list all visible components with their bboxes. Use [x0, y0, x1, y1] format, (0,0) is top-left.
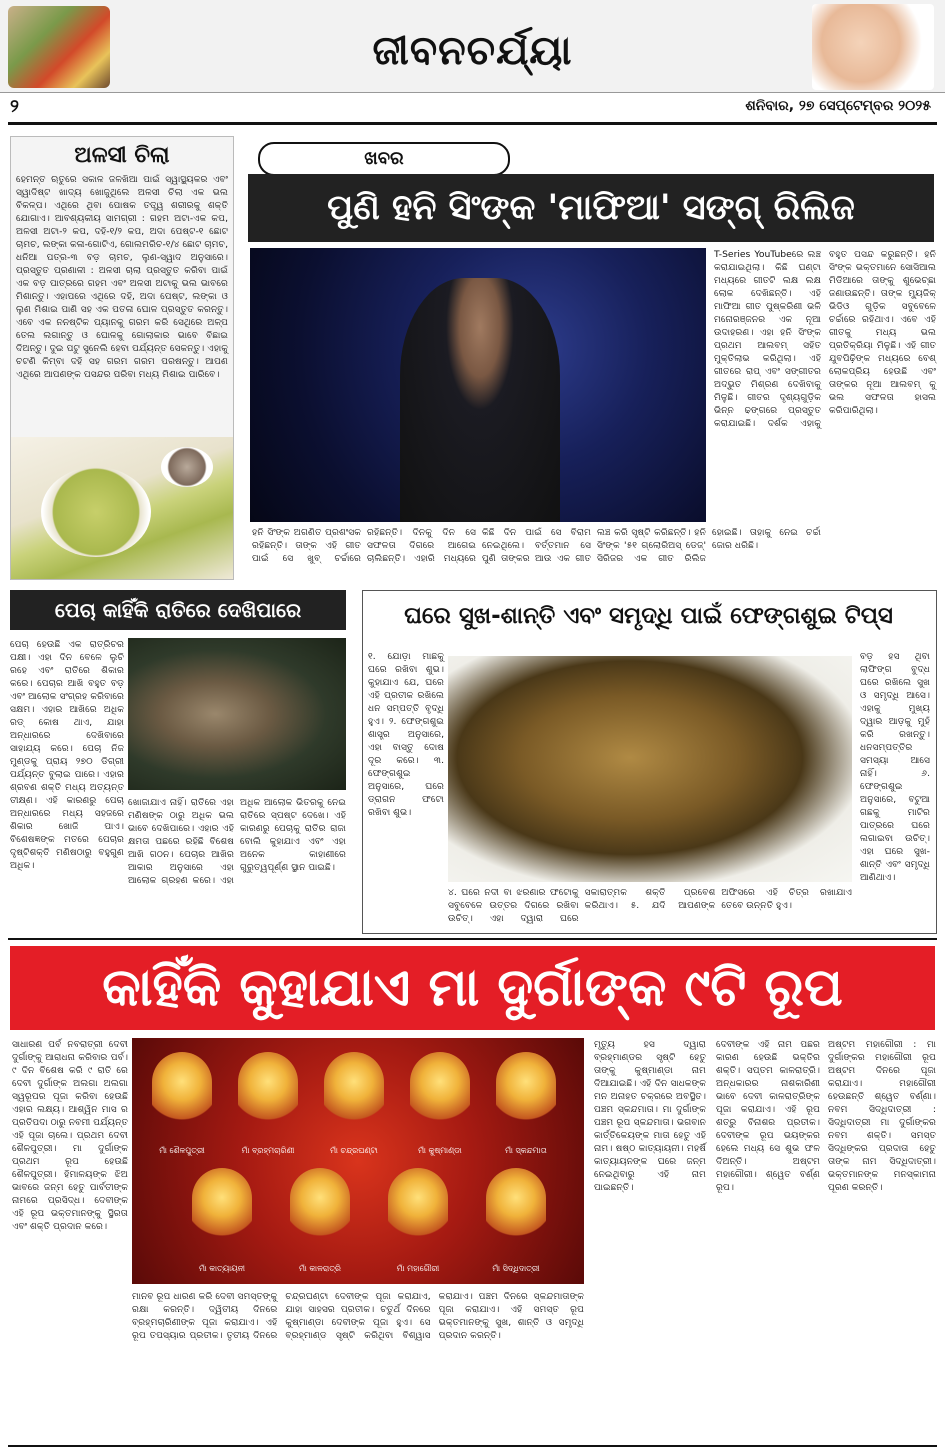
nine-forms-photo — [132, 1038, 584, 1284]
singer-figure — [400, 278, 560, 522]
goddess-figure — [496, 1052, 556, 1136]
goddess-name: ମାଁ ସିଦ୍ଧିଦାତ୍ରୀ — [492, 1264, 540, 1273]
khabar-article-text: T-Series YouTubeରେ ଲଞ୍ଚ କରାଯାଇଥିଲା। କିଛି ଘଣ୍ଟା ମଧ୍ୟରେ ଗୀତଟି ଲକ୍ଷ ଲକ୍ଷ ଲୋକ ଦେଖିଛନ୍ତି। ଏହି ମାଫିଆ ଗୀତ ପୁଷ୍କରିଣୀ ଭଳି ମନୋରଞ୍ଜନର ଏକ ନୂଆ ଉଦାହରଣ। ଏହା ହନି ସିଂଙ୍କ ପ୍ରଥମ ଆଲବମ୍ ସହିତ ମୁକ୍ତିଲାଭ କରିଥିଲା। ଏହି ଗୀତରେ ରାପ୍ ଏବଂ ସଙ୍ଗୀତର ଅଦ୍ଭୁତ ମିଶ୍ରଣ ଦେଖିବାକୁ ମିଳୁଛି। ଗୀତର ଦୃଶ୍ୟଗୁଡ଼ିକ ଭିନ୍ନ ଢଙ୍ଗରେ ପ୍ରସ୍ତୁତ କରାଯାଇଛି। ଦର୍ଶକ ଏହାକୁ ବହୁତ ପସନ୍ଦ କରୁଛନ୍ତି। ହନି ସିଂଙ୍କ ଭକ୍ତମାନେ ସୋସିଆଲ ମିଡିଆରେ ତାଙ୍କୁ ଶୁଭେଚ୍ଛା ଜଣାଉଛନ୍ତି। ତାଙ୍କ ମ୍ୟୁଜିକ୍ ଭିଡିଓ ଗୁଡ଼ିକ ସବୁବେଳେ ଚର୍ଚ୍ଚାରେ ରହିଥାଏ। ଏବେ ଏହି ଗୀତକୁ ମଧ୍ୟ ଭଲ ପ୍ରତିକ୍ରିୟା ମିଳୁଛି। ଏହି ଗୀତ ଯୁବପିଢ଼ିଙ୍କ ମଧ୍ୟରେ ବେଶ୍ ଲୋକପ୍ରିୟ ହେଉଛି ଏବଂ ତାଙ୍କର ନୂଆ ଆଲବମ୍ କୁ ଭଲ ସଫଳତା ହାସଲ କରିପାରିଥିଲା। — [714, 249, 936, 429]
durga-article-bottom: ମାନବ ରୂପ ଧାରଣ କରି ଦେବୀ ସମସ୍ତଙ୍କୁ ରକ୍ଷା କରନ୍ତି। ଦ୍ୱିତୀୟ ଦିନରେ ବ୍ରହ୍ମଚାରିଣୀଙ୍କ ପୂଜା କରାଯାଏ। ଏହି ରୂପ ତପସ୍ୟାର ପ୍ରତୀକ। ତୃତୀୟ ଦିନରେ ଚନ୍ଦ୍ରଘଣ୍ଟା ଦେବୀଙ୍କ ପୂଜା କରାଯାଏ, ଯାହା ସାହସର ପ୍ରତୀକ। ଚତୁର୍ଥ ଦିନରେ କୁଷ୍ମାଣ୍ଡା ଦେବୀଙ୍କ ପୂଜା ହୁଏ। ସେ ବ୍ରହ୍ମାଣ୍ଡ ସୃଷ୍ଟି କରିଥିବା ବିଶ୍ୱାସ କରାଯାଏ। ପଞ୍ଚମ ଦିନରେ ସ୍କନ୍ଦମାତାଙ୍କ ପୂଜା କରାଯାଏ। ଏହି ସମସ୍ତ ରୂପ ଭକ୍ତମାନଙ୍କୁ ସୁଖ, ଶାନ୍ତି ଓ ସମୃଦ୍ଧି ପ୍ରଦାନ କରନ୍ତି। — [132, 1291, 584, 1341]
goddess-figure — [290, 1168, 350, 1252]
singer-photo — [250, 248, 706, 522]
goddess-name: ମାଁ ଚନ୍ଦ୍ରଘଣ୍ଟା — [330, 1146, 378, 1155]
goddess-name: ମାଁ କୁଷ୍ମାଣ୍ଡା — [418, 1146, 462, 1155]
goddess-name: ମାଁ ସ୍କନ୍ଦମାତା — [505, 1146, 547, 1155]
owl-headline-bar — [10, 590, 346, 630]
chutney-cup — [161, 447, 213, 487]
fengshui-tips-bottom: ୪. ଘରେ ନଦୀ ବା ଝରଣାର ଫଟୋକୁ ସବୁବେଳେ ଉତ୍ତର ଦିଗରେ ରଖିବା ଉଚିତ୍। ଏହା ଦ୍ୱାରା ଘରେ ସକାରାତ୍ମକ ଶକ୍ତି ପ୍ରବେଶ କରିଥାଏ। ୫. ଯଦି ଆପଣଙ୍କ ଅଫିସରେ ଏହି ଚିତ୍ର ରଖାଯାଏ ତେବେ ଉନ୍ନତି ହୁଏ। — [448, 887, 852, 924]
durga-article-col3: ମୃତ୍ୟୁ ହସ ଦ୍ୱାରା ବ୍ରହ୍ମାଣ୍ଡର ସୃଷ୍ଟି ହେତୁ ତାଙ୍କୁ କୁଷ୍ମାଣ୍ଡା ନାମ ଦିଆଯାଇଛି। ଏହି ଦିନ ସାଧକଙ୍କ ମନ ଅନାହତ ଚକ୍ରରେ ଅବସ୍ଥିତ। ପଞ୍ଚମ ସ୍କନ୍ଦମାତା। ମା ଦୁର୍ଗାଙ୍କ ପଞ୍ଚମ ରୂପ ସ୍କନ୍ଦମାତା। ଭଗବାନ କାର୍ତ୍ତିକେୟଙ୍କ ମାତା ହେତୁ ଏହି ନାମ। ଷଷ୍ଠ କାତ୍ୟାୟନୀ। ମହର୍ଷି କାତ୍ୟାୟନଙ୍କ ଘରେ ଜନ୍ମ ନେଇଥିବାରୁ ଏହି ନାମ ପାଇଛନ୍ତି। — [594, 1039, 706, 1193]
fengshui-headline: ଘରେ ସୁଖ-ଶାନ୍ତି ଏବଂ ସମୃଦ୍ଧି ପାଇଁ ଫେଙ୍ଗଶୁଇ ଟିପ୍ସ — [404, 603, 893, 629]
recipe-box — [10, 136, 234, 580]
middle-rule — [8, 938, 937, 940]
durga-headline-bar — [10, 946, 935, 1030]
khabar-caption-text: ହନି ସିଂଙ୍କ ଅଗଣିତ ପ୍ରଶଂସକ ରହିଛନ୍ତି। ତାଙ୍କ ଏହି ଗୀତ ପାଇଁ ସେ ଖୁବ୍ ଚର୍ଚ୍ଚାରେ ରହିଛନ୍ତି। ଦିନକୁ ଦିନ ସେ ସଫଳତା ଦିଗରେ ଆଗେଇ ଚାଲିଛନ୍ତି। ଏହାରି ମଧ୍ୟରେ କିଛି ଦିନ ପାଇଁ ସେ ବିରାମ ନେଇଥିଲେ। ବର୍ତ୍ତମାନ ସେ ପୁଣି ତାଙ୍କର ଆଉ ଏକ ଗୀତ ଲଞ୍ଚ କରି ସୃଷ୍ଟି କରିଛନ୍ତି। ହନି ସିଂଙ୍କ '୫୧ ଗ୍ଲୋରିଅସ୍ ଡେଜ୍' ସିରିଜର ଏକ ଗୀତ ରିଲିଜ ହୋଇଛି। ତାହାକୁ ନେଇ ଚର୍ଚ୍ଚା ଜୋର ଧରିଛି। — [252, 527, 821, 564]
recipe-text: ହେମନ୍ତ ଋତୁରେ ସକାଳ ଜଳଖିଆ ପାଇଁ ସ୍ୱାସ୍ଥ୍ୟକର ଏବଂ ସ୍ୱାଦିଷ୍ଟ ଖାଦ୍ୟ ଖୋଜୁଥିଲେ ଅଳସୀ ଚିଲା ଏକ ଭଲ ବିକଳ୍ପ। ଏଥିରେ ଥିବା ପୋଷକ ତତ୍ତ୍ୱ ଶରୀରକୁ ଶକ୍ତି ଯୋଗାଏ। ଆବଶ୍ୟକୀୟ ସାମଗ୍ରୀ : ଗହମ ଅଟା-ଏକ କପ, ଅଳସୀ ଅଟା-୨ କପ, ଦହି-୧/୨ କପ, ଅଦା ପେଷ୍ଟ-୧ ଛୋଟ ଚାମଚ, ଲଙ୍କା କଳା-ଗୋଟିଏ, ଗୋଲମରିଚ-୧/୪ ଛୋଟ ଚାମଚ, ଧନିଆ ପତ୍ର-୩ ବଡ଼ ଚାମଚ, ଲୁଣ-ସ୍ୱାଦ ଅନୁସାରେ। ପ୍ରସ୍ତୁତ ପ୍ରଣାଳୀ : ଅଳସୀ ଚାଲା ପ୍ରସ୍ତୁତ କରିବା ପାଇଁ ଏକ ବଡ଼ ପାତ୍ରରେ ଗହମ ଏବଂ ଅଳସୀ ଅଟାକୁ ଭଲ ଭାବରେ ମିଶାନ୍ତୁ। ଏହାପରେ ଏଥିରେ ଦହି, ଅଦା ପେଷ୍ଟ, ଲଙ୍କା ଓ ଲୁଣ ମିଶାଇ ପାଣି ସହ ଏକ ପତଳା ଘୋଳ ପ୍ରସ୍ତୁତ କରନ୍ତୁ। ଏବେ ଏକ ନନଷ୍ଟିକ ପ୍ୟାନକୁ ଗରମ କରି ସେଥିରେ ଅଳ୍ପ ତେଲ ଲଗାନ୍ତୁ ଓ ଘୋଳକୁ ଗୋଲାକାର ଭାବେ ବିଛାଇ ଦିଅନ୍ତୁ। ଦୁଇ ପଟୁ ସୁନେଲି ହେବା ପର୍ଯ୍ୟନ୍ତ ସେକନ୍ତୁ। ଏହାକୁ ଚଟଣି କିମ୍ବା ଦହି ସହ ଗରମ ଗରମ ପରଷନ୍ତୁ। ଆପଣ ଏଥିରେ ଆପଣଙ୍କ ପସନ୍ଦର ପରିବା ମଧ୍ୟ ମିଶାଇ ପାରିବେ। — [16, 174, 228, 380]
section-title: ଜୀବନଚର୍ଯ୍ୟା — [372, 28, 573, 74]
durga-article-col5: ଅଷ୍ଟମ ମହାଗୌରୀ : ମା ଦୁର୍ଗାଙ୍କର ମହାଗୌରୀ ରୂପ ଅଷ୍ଟମ ଦିନରେ ପୂଜା କରାଯାଏ। ମହାଗୌରୀ ହେଉଛନ୍ତି ଶ୍ୱେତ ବର୍ଣ୍ଣା। ନବମ ସିଦ୍ଧିଦାତ୍ରୀ : ସିଦ୍ଧିଦାତ୍ରୀ ମା ଦୁର୍ଗାଙ୍କର ନବମ ଶକ୍ତି। ସମସ୍ତ ସିଦ୍ଧିଙ୍କର ପ୍ରଦାତା ହେତୁ ତାଙ୍କ ନାମ ସିଦ୍ଧିଦାତ୍ରୀ। ଭକ୍ତମାନଙ୍କ ମନସ୍କାମନା ପୂରଣ କରନ୍ତି। — [828, 1039, 936, 1193]
khabar-headline: ପୁଣି ହନି ସିଂଙ୍କ 'ମାଫିଆ' ସଙ୍ଗ୍ ରିଲିଜ — [327, 188, 855, 228]
goddess-figure — [410, 1052, 470, 1136]
durga-headline: କାହିଁକି କୁହାଯାଏ ମା ଦୁର୍ଗାଙ୍କ ୯ଟି ରୂପ — [102, 958, 843, 1018]
khabar-headline-bar — [248, 174, 934, 242]
goddess-name: ମାଁ ବ୍ରହ୍ମଚାରିଣୀ — [241, 1146, 295, 1155]
goddess-figure — [192, 1168, 252, 1252]
goddess-name: ମାଁ କାତ୍ୟାୟନୀ — [198, 1264, 246, 1273]
goddess-figure — [324, 1052, 384, 1136]
page-date: ଶନିବାର, ୨୭ ସେପ୍ଟେମ୍ବର ୨୦୨୫ — [745, 98, 931, 114]
fengshui-tips-right: ବଡ଼ ହସ ଥିବା ଲାଫିଙ୍ଗ ବୁଦ୍ଧ ଘରେ ରଖିଲେ ସୁଖ ଓ ସମୃଦ୍ଧି ଆସେ। ଏହାକୁ ମୁଖ୍ୟ ଦ୍ୱାର ଆଡ଼କୁ ମୁହଁ କରି ରଖନ୍ତୁ। ଧନସମ୍ପତ୍ତିର ସମସ୍ୟା ଆସେ ନାହିଁ। ୬. ଫେଙ୍ଗଶୁଇ ଅନୁସାରେ, ବଟୁଆ ଗଛକୁ ମାଟିର ପାତ୍ରରେ ଘରେ ଲଗାଇବା ଉଚିତ୍। ଏହା ଘରେ ସୁଖ-ଶାନ୍ତି ଏବଂ ସମୃଦ୍ଧି ଆଣିଥାଏ। — [860, 651, 930, 883]
durga-article-col4: ଦେବୀଙ୍କ ଏହି ନାମ ପଛର କାରଣ ହେଉଛି ଭକ୍ତିର ଶକ୍ତି। ସପ୍ତମ କାଳରାତ୍ରି। ଅନ୍ଧକାରର ନାଶକାରିଣୀ ଭାବେ ଦେବୀ କାଳରାତ୍ରିଙ୍କ ପୂଜା କରାଯାଏ। ଏହି ରୂପ ଶତ୍ରୁ ବିନାଶର ପ୍ରତୀକ। ଦେବୀଙ୍କ ରୂପ ଭୟଙ୍କର ହେଲେ ମଧ୍ୟ ସେ ଶୁଭ ଫଳ ଦିଅନ୍ତି। ଅଷ୍ଟମ ମହାଗୌରୀ। ଶ୍ୱେତ ବର୍ଣ୍ଣ ରୂପ। — [716, 1039, 820, 1193]
goddess-figure — [388, 1168, 448, 1252]
laughing-buddha-photo — [448, 656, 852, 882]
goddess-figure — [152, 1052, 212, 1136]
owl-article-continued: ଖୋଜାଯାଏ ନାହିଁ। ରାତିରେ ଏହା ମଣିଷଙ୍କ ଠାରୁ ଅଧିକ ଭଲ ଭାବେ ଦେଖିପାରେ। ଏହାର ଏହି କ୍ଷମତା ପଛରେ ରହିଛି ବିଶେଷ ଆଖି ଗଠନ। ପେଚାର ଆଖିର ଆକାର ଅନୁସାରେ ଏହା ଆଲୋକ ଗ୍ରହଣ କରେ। ଏହା ଅଧିକ ଆଲୋକ ଭିତରକୁ ନେଇ ରାତିରେ ସ୍ପଷ୍ଟ ଦେଖେ। ଏହି କାରଣରୁ ପେଚାକୁ ରାତିର ରାଜା ବୋଲି କୁହାଯାଏ ଏବଂ ଏହା ଅନେକ କାହାଣୀରେ ଗୁରୁତ୍ୱପୂର୍ଣ୍ଣ ସ୍ଥାନ ପାଇଛି। — [128, 797, 346, 886]
owl-headline: ପେଚା କାହିଁକି ରାତିରେ ଦେଖିପାରେ — [54, 598, 302, 622]
goddess-name: ମାଁ ମହାଗୌରୀ — [396, 1264, 440, 1273]
goddess-name: ମାଁ ଶୈଳପୁତ୍ରୀ — [159, 1146, 205, 1155]
page-number: ୨ — [10, 96, 19, 117]
recipe-title: ଅଳସୀ ଚିଲା — [74, 143, 170, 168]
durga-article-col1: ସାଧାରଣ ପର୍ବ ନବରାତ୍ରୀ ଦେବୀ ଦୁର୍ଗାଙ୍କୁ ଆରାଧନା କରିବାର ପର୍ବ। ୯ ଦିନ ବିଶେଷ କରି ୯ ରାତି ରେ ଦେବୀ ଦୁର୍ଗାଙ୍କ ଅଲଗା ଅଲଗା ସ୍ୱରୂପର ପୂଜା କରିବା ହେଉଛି ଏହାର ଲକ୍ଷ୍ୟ। ଆଶ୍ୱିନ ମାସ ର ପ୍ରତିପଦା ଠାରୁ ନବମୀ ପର୍ଯ୍ୟନ୍ତ ଏହି ପୂଜା ଚାଲେ। ପ୍ରଥମ ଦେବୀ ଶୈଳପୁତ୍ରୀ। ମା ଦୁର୍ଗାଙ୍କ ପ୍ରଥମ ରୂପ ହେଉଛି ଶୈଳପୁତ୍ରୀ। ହିମାଳୟଙ୍କ ଝିଅ ଭାବରେ ଜନ୍ମ ହେତୁ ପାର୍ବତୀଙ୍କ ନାମରେ ପ୍ରସିଦ୍ଧ। ଦେବୀଙ୍କ ଏହି ରୂପ ଭକ୍ତମାନଙ୍କୁ ସ୍ଥିରତା ଏବଂ ଶକ୍ତି ପ୍ରଦାନ କରେ। — [12, 1039, 128, 1232]
owl-article-text: ପେଚା ହେଉଛି ଏକ ରାତ୍ରିଚର ପକ୍ଷୀ। ଏହା ଦିନ ବେଳେ ଲୁଚି ରହେ ଏବଂ ରାତିରେ ଶିକାର କରେ। ପେଚାର ଆଖି ବହୁତ ବଡ଼ ଏବଂ ଆଲୋକ ସଂଗ୍ରହ କରିବାରେ ସକ୍ଷମ। ଏହାର ଆଖିରେ ଅଧିକ ରଡ୍ କୋଷ ଥାଏ, ଯାହା ଅନ୍ଧାରରେ ଦେଖିବାରେ ସାହାଯ୍ୟ କରେ। ପେଚା ନିଜ ମୁଣ୍ଡକୁ ପ୍ରାୟ ୨୭୦ ଡିଗ୍ରୀ ପର୍ଯ୍ୟନ୍ତ ବୁଲାଇ ପାରେ। ଏହାର ଶ୍ରବଣ ଶକ୍ତି ମଧ୍ୟ ଅତ୍ୟନ୍ତ ତୀକ୍ଷ୍ଣ। ଏହି କାରଣରୁ ପେଚା ଅନ୍ଧାରରେ ମଧ୍ୟ ସହଜରେ ଶିକାର ଖୋଜି ପାଏ। ବିଶେଷଜ୍ଞଙ୍କ ମତରେ ପେଚାର ଦୃଷ୍ଟିଶକ୍ତି ମଣିଷଠାରୁ ବହୁଗୁଣ ଅଧିକ। — [10, 639, 124, 871]
goddess-name: ମାଁ କାଳରାତ୍ରି — [299, 1264, 341, 1273]
khabar-tag — [258, 142, 510, 176]
fengshui-headline-bar — [362, 590, 935, 642]
recipe-photo — [11, 437, 233, 579]
chila-plate — [41, 467, 151, 557]
goddess-figure — [238, 1052, 298, 1136]
khabar-tag-label: ଖବର — [364, 148, 404, 169]
bottom-rule — [8, 1445, 937, 1447]
fengshui-tips-left: ୧. ଯୋଡ଼ା ମାଛକୁ ଘରେ ରଖିବା ଶୁଭ। କୁହାଯାଏ ଯେ, ଘରେ ଏହି ପ୍ରତୀକ ରଖିଲେ ଧନ ସମ୍ପତ୍ତି ବୃଦ୍ଧି ହୁଏ। ୨. ଫେଙ୍ଗଶୁଇ ଶାସ୍ତ୍ର ଅନୁସାରେ, ଏହା ବାସ୍ତୁ ଦୋଷ ଦୂର କରେ। ୩. ଫେଙ୍ଗଶୁଇ ଅନୁସାରେ, ଘରେ ଡ୍ରାଗନ ଫଟୋ ରଖିବା ଶୁଭ। — [368, 651, 444, 818]
owl-photo — [128, 638, 346, 790]
top-rule — [8, 122, 937, 125]
goddess-figure — [486, 1168, 546, 1252]
